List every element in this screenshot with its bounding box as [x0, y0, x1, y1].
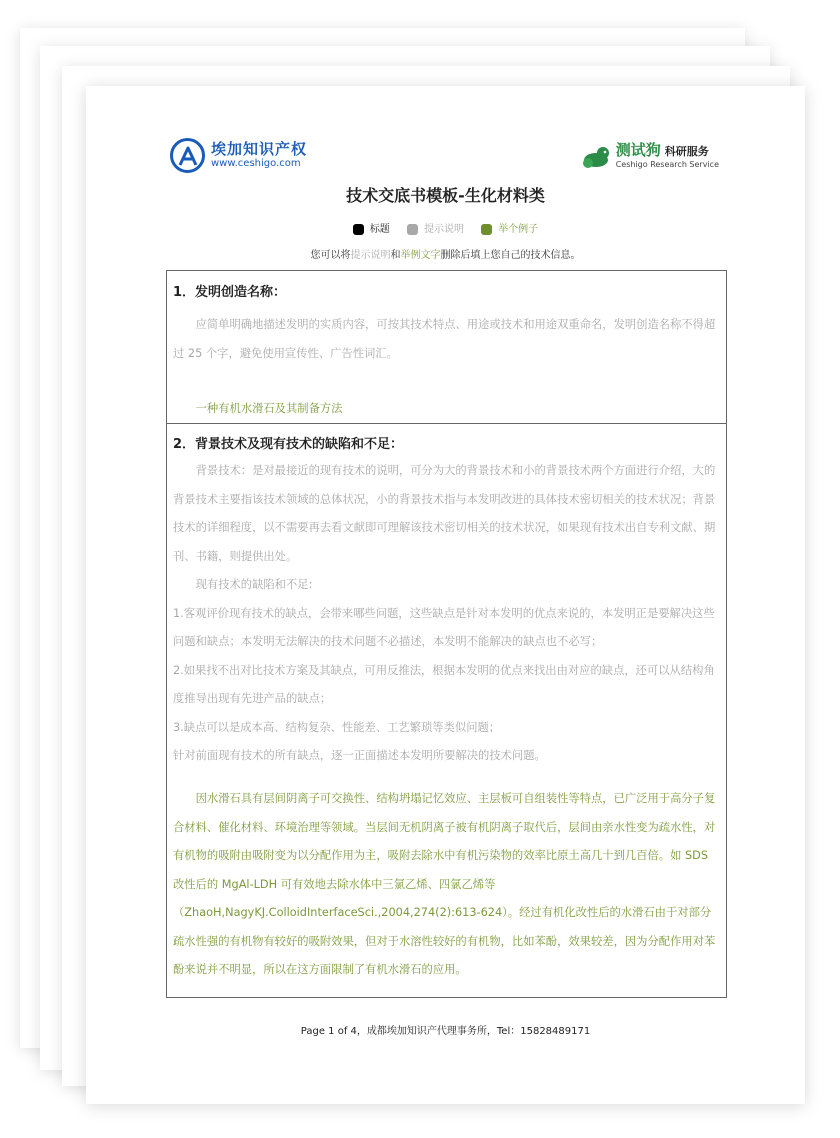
page-footer: Page 1 of 4，成都埃加知识产代理事务所，Tel：15828489171	[300, 1026, 591, 1037]
section2-hint-para-1: 背景技术：是对最接近的现有技术的说明，可分为大的背景技术和小的背景技术两个方面进行介绍，大的背景技术主要指该技术领域的总体状况，小的背景技术指与本发明改进的具体技术密切相关的技术状况；背景技术的详细程度，以不需要再去看文献即可理解该技术密切相关的技术状况，如果现有技术出自专利文献、期刊、书籍，则提供出处。	[173, 464, 716, 563]
section2-example-text: 因水滑石具有层间阴离子可交换性、结构坍塌记忆效应、主层板可自组装性等特点，已广泛用于高分子复合材料、催化材料、环境治理等领域。当层间无机阴离子被有机阴离子取代后，层间由亲水性变为疏水性，对有机物的吸附由吸附变为以分配作用为主，吸附去除水中有机污染物的效率比原土高几十到几百倍。如 SDS 改性后的 MgAl-LDH 可有效地去除水体中三氯乙烯、四氯乙烯等（ZhaoH,NagyKJ.ColloidInterfaceSci.,2004,274(2):613-624）。经过有机化改性后的水滑石由于对部分疏水性强的有机物有较好的吸附效果，但对于水溶性较好的有机物，比如苯酚，效果较差，因为分配作用对苯酚来说并不明显，所以在这方面限制了有机水滑石的应用。	[173, 792, 716, 976]
legend	[86, 220, 805, 235]
legend-swatch-gray	[407, 224, 418, 235]
legend-label-title: 标题	[369, 224, 390, 235]
ceshigo-logo-service: 科研服务	[664, 145, 709, 158]
document-title: 技术交底书模板-生化材料类	[346, 186, 545, 205]
section2-hint-para-4: 2.如果找不出对比技术方案及其缺点，可用反推法，根据本发明的优点来找出由对应的缺点，还可以从结构角度推导出现有先进产品的缺点；	[173, 663, 715, 705]
legend-item-hint	[407, 220, 464, 235]
aijia-logo-url: www.ceshigo.com	[211, 158, 301, 169]
section2-heading: 2．背景技术及现有技术的缺陷和不足：	[173, 437, 404, 452]
instruction-text-2: 和	[390, 250, 401, 261]
section2-hint-para-2: 现有技术的缺陷和不足:	[195, 578, 313, 591]
aijia-a-icon	[170, 138, 205, 173]
instruction-hint-word: 提示说明	[350, 250, 391, 261]
section1-heading: 1．发明创造名称：	[173, 285, 287, 300]
section2-example	[173, 785, 720, 985]
legend-swatch-green	[481, 224, 492, 235]
aijia-logo-name: 埃加知识产权	[211, 140, 308, 158]
dog-icon	[580, 144, 612, 168]
section2-hint-para-6: 针对前面现有技术的所有缺点，逐一正面描述本发明所要解决的技术问题。	[173, 749, 546, 762]
legend-swatch-black	[353, 224, 364, 235]
section2-hint-para-3: 1.客观评价现有技术的缺点，会带来哪些问题，这些缺点是针对本发明的优点来说的，本发明正是要解决这些问题和缺点；本发明无法解决的技术问题不必描述，本发明不能解决的缺点也不必写；	[173, 606, 715, 648]
section2-hint	[173, 457, 720, 771]
section1-example	[173, 395, 720, 424]
legend-label-example: 举个例子	[498, 224, 539, 235]
instruction-text-3: 删除后填上您自己的技术信息。	[440, 250, 581, 261]
ceshigo-logo-name: 测试狗	[615, 141, 661, 159]
section1-hint	[173, 311, 720, 368]
document-page	[86, 86, 805, 1104]
section-divider	[167, 423, 726, 424]
section1-example-text: 一种有机水滑石及其制备方法	[195, 402, 343, 415]
section1-hint-text: 应简单明确地描述发明的实质内容，可按其技术特点、用途或技术和用途双重命名，发明创造名称不得超过 25 个字，避免使用宣传性、广告性词汇。	[173, 318, 716, 360]
legend-item-title	[353, 220, 390, 235]
instruction-text-1: 您可以将	[310, 250, 351, 261]
instruction-example-word: 举例文字	[400, 250, 441, 261]
legend-item-example	[481, 220, 538, 235]
section2-hint-para-5: 3.缺点可以是成本高、结构复杂、性能差、工艺繁琐等类似问题；	[173, 720, 501, 734]
instruction-line	[86, 246, 805, 261]
ceshigo-logo-subtitle: Ceshigo Research Service	[615, 160, 719, 169]
legend-label-hint: 提示说明	[424, 224, 464, 235]
aijia-logo	[170, 138, 307, 173]
content-table	[166, 270, 727, 998]
ceshigo-logo	[580, 142, 719, 170]
